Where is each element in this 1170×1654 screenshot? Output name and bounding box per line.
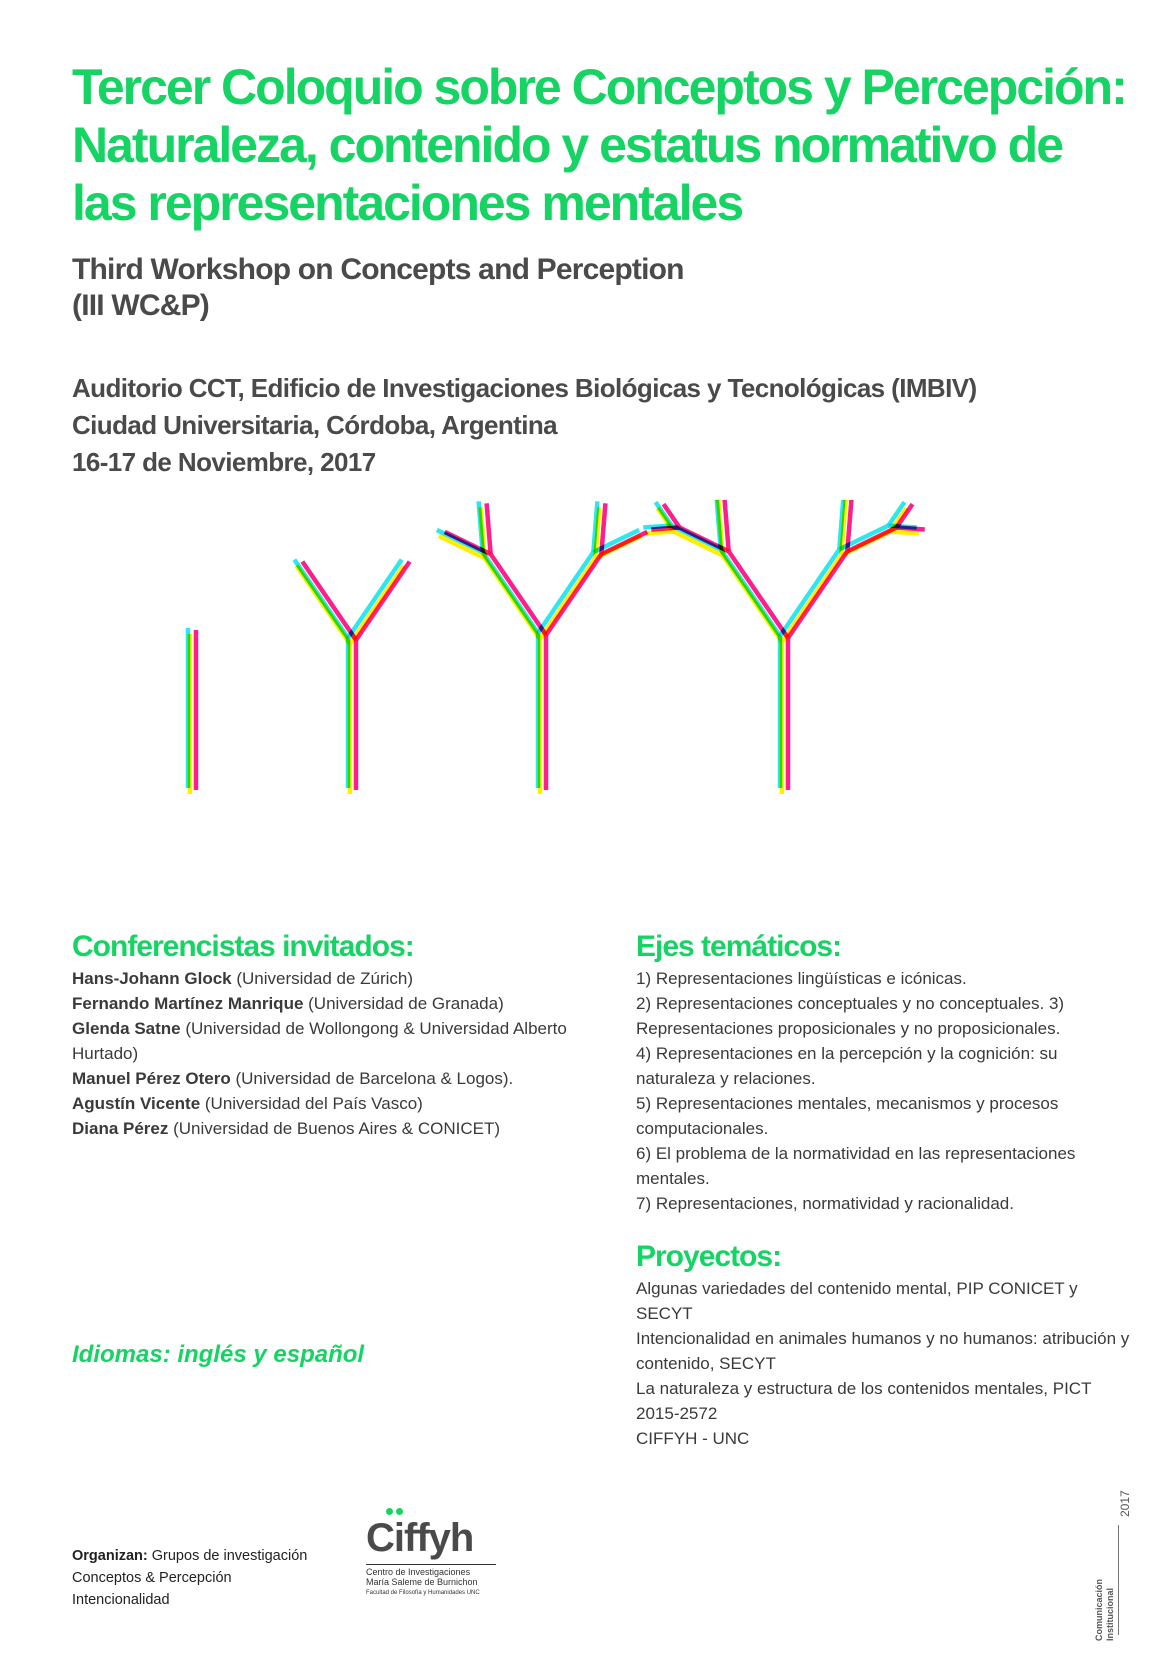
tree-branch — [538, 552, 593, 633]
speakers-heading: Conferencistas invitados: — [72, 930, 414, 963]
speaker-item — [72, 1116, 592, 1141]
organizer-group: Conceptos & Percepción — [72, 1570, 232, 1586]
tree-3-layer-3 — [445, 503, 647, 790]
topic-item: 4) Representaciones en la percepción y la cognición: su naturaleza y relaciones. — [636, 1044, 1058, 1088]
venue-info — [72, 370, 977, 481]
topic-item: 1) Representaciones lingüísticas e icónicas. — [636, 969, 967, 988]
logo-wordmark: Ciffyh — [366, 1516, 474, 1560]
speaker-name: Fernando Martínez Manrique — [72, 994, 304, 1013]
organizers-line — [72, 1545, 372, 1567]
project-item: Algunas variedades del contenido mental, PIP CONICET y SECYT — [636, 1279, 1078, 1323]
speaker-affiliation: (Universidad de Granada) — [303, 994, 504, 1013]
tree-branch — [721, 549, 780, 636]
logo-dots-icon — [386, 1508, 406, 1516]
organizers-text: Grupos de investigación — [147, 1548, 308, 1564]
title-line-1: Tercer Coloquio sobre Conceptos y Percepción: — [72, 59, 1126, 115]
institutional-label-1: Comunicación — [1094, 1578, 1104, 1641]
poster-subtitle — [72, 252, 684, 324]
organizers-label: Organizan: — [72, 1548, 148, 1564]
speaker-name: Agustín Vicente — [72, 1094, 201, 1113]
tree-branch — [540, 558, 595, 639]
speaker-affiliation: (Universidad de Zúrich) — [231, 969, 414, 988]
project-item: La naturaleza y estructura de los contenidos mentales, PICT 2015-2572 — [636, 1379, 1092, 1423]
tree-branch — [724, 500, 728, 551]
speaker-item — [72, 966, 592, 991]
venue-line-3: 16-17 de Noviembre, 2017 — [72, 447, 376, 477]
tree-branch — [890, 532, 918, 534]
tree-branch — [483, 552, 538, 633]
speaker-name: Glenda Satne — [72, 1019, 181, 1038]
tree-branch — [788, 551, 847, 638]
speaker-affiliation: (Universidad de Barcelona & Logos). — [230, 1069, 514, 1088]
tree-4-layer-2 — [643, 500, 917, 788]
speaker-item — [72, 1016, 592, 1066]
organizer-group: Intencionalidad — [72, 1592, 170, 1608]
projects-list — [636, 1276, 1136, 1451]
logo-line-3: Facultad de Filosofía y Humanidades UNC — [366, 1590, 480, 1596]
title-line-3: las representaciones mentales — [72, 175, 743, 231]
organizers-block — [72, 1545, 372, 1611]
speaker-item — [72, 991, 592, 1016]
tree-branch — [491, 554, 546, 635]
tree-branch — [350, 566, 404, 644]
tree-branch — [294, 560, 348, 638]
tree-branch — [729, 551, 788, 638]
subtitle-line-1: Third Workshop on Concepts and Perception — [72, 253, 684, 286]
venue-line-2: Ciudad Universitaria, Córdoba, Argentina — [72, 410, 558, 440]
subtitle-line-2: (III WC&P) — [72, 289, 209, 322]
speakers-section — [72, 930, 592, 1141]
languages-note: Idiomas: inglés y español — [72, 1341, 365, 1368]
logo-line-1: Centro de Investigaciones — [366, 1564, 496, 1577]
institutional-mark — [1094, 1465, 1154, 1645]
projects-section — [636, 1240, 1136, 1451]
speaker-name: Hans-Johann Glock — [72, 969, 232, 988]
poster-title — [72, 58, 1132, 232]
institutional-year: 2017 — [1118, 1490, 1132, 1517]
topics-section — [636, 930, 1136, 1216]
tree-branch — [302, 562, 356, 640]
tree-branch — [651, 528, 679, 530]
tree-branch — [782, 555, 841, 642]
topics-heading: Ejes temáticos: — [636, 930, 842, 963]
institutional-divider — [1118, 1525, 1119, 1635]
institutional-label-2: Institucional — [1105, 1587, 1115, 1641]
speaker-name: Manuel Pérez Otero — [72, 1069, 231, 1088]
tree-branch — [487, 503, 491, 554]
topics-list — [636, 966, 1136, 1216]
tree-branch — [356, 562, 410, 640]
venue-line-1: Auditorio CCT, Edificio de Investigaciones Biológicas y Tecnológicas (IMBIV) — [72, 373, 977, 403]
logo-line-2: María Saleme de Burnichon — [366, 1577, 478, 1587]
project-item: CIFFYH - UNC — [636, 1429, 750, 1448]
title-line-2: Naturaleza, contenido y estatus normativo de — [72, 117, 1063, 173]
speaker-affiliation: (Universidad del País Vasco) — [200, 1094, 423, 1113]
projects-heading: Proyectos: — [636, 1240, 782, 1273]
topic-item: 5) Representaciones mentales, mecanismos y procesos computacionales. — [636, 1094, 1059, 1138]
branching-trees-illustration — [0, 500, 1170, 860]
speaker-item — [72, 1091, 592, 1116]
tree-branch — [780, 549, 839, 636]
tree-branch — [348, 560, 402, 638]
speaker-affiliation: (Universidad de Wollongong & Universidad Alberto Hurtado) — [72, 1019, 567, 1063]
speaker-name: Diana Pérez — [72, 1119, 169, 1138]
topic-item: 6) El problema de la normatividad en las representaciones mentales. — [636, 1144, 1076, 1188]
tree-branch — [546, 554, 601, 635]
speaker-item — [72, 1066, 592, 1091]
tree-branch — [896, 528, 924, 530]
topic-item: 7) Representaciones, normatividad y racionalidad. — [636, 1194, 1014, 1213]
tree-4-layer-3 — [651, 500, 925, 790]
speakers-list — [72, 966, 592, 1141]
topic-item: 2) Representaciones conceptuales y no conceptuales. 3) Representaciones proposicionales y no proposicionales. — [636, 994, 1065, 1038]
tree-branch — [645, 532, 673, 534]
tree-branch — [846, 500, 862, 501]
project-item: Intencionalidad en animales humanos y no humanos: atribución y contenido, SECYT — [636, 1329, 1130, 1373]
speaker-affiliation: (Universidad de Buenos Aires & CONICET) — [168, 1119, 501, 1138]
